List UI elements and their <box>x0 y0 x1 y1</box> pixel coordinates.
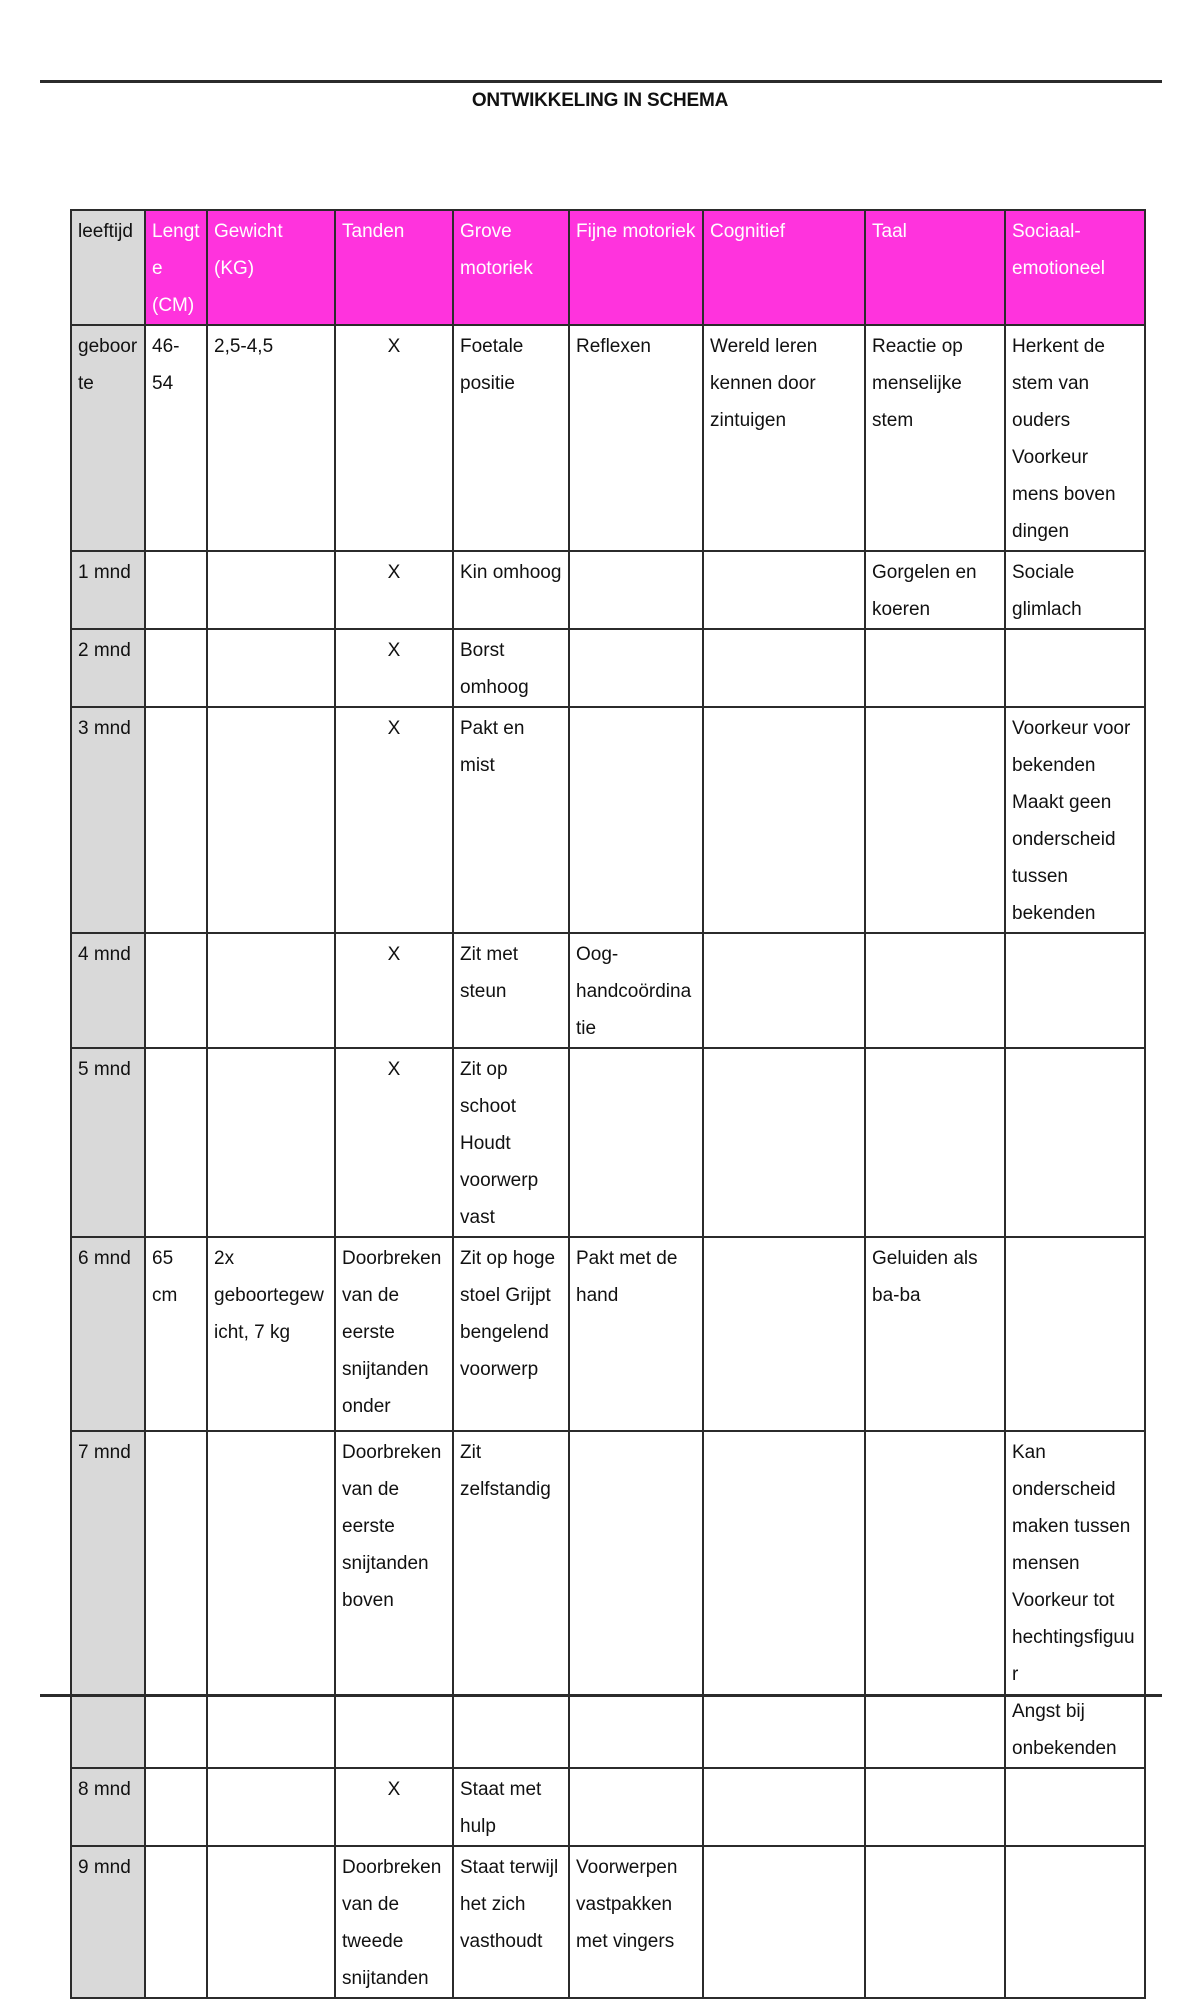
cell-language <box>865 1768 1005 1846</box>
cell-length <box>145 551 207 629</box>
cell-social <box>1005 1768 1145 1846</box>
development-table <box>70 209 1146 1999</box>
cell-fine-motor: Pakt met de hand <box>569 1237 703 1431</box>
header-gross-motor-line-1: Grove <box>460 221 512 242</box>
cell-length: 46-54 <box>145 325 207 551</box>
cell-length <box>145 933 207 1048</box>
social-line: Voorkeur tot hechtingsfiguur <box>1012 1590 1135 1685</box>
cell-gross-motor: Zit met steun <box>453 933 569 1048</box>
cell-social <box>1005 1846 1145 1998</box>
table-row <box>71 933 1145 1048</box>
cell-social <box>1005 629 1145 707</box>
table-row <box>71 1768 1145 1846</box>
header-age: leeftijd <box>71 210 145 325</box>
cell-cognitive: Wereld leren kennen door zintuigen <box>703 325 865 551</box>
cell-teeth: X <box>335 707 453 933</box>
cell-age: 9 mnd <box>71 1846 145 1998</box>
cell-cognitive <box>703 551 865 629</box>
social-line: Maakt geen onderscheid tussen bekenden <box>1012 792 1116 924</box>
cell-age: 2 mnd <box>71 629 145 707</box>
cell-gross-motor: Staat met hulp <box>453 1768 569 1846</box>
cell-gross-motor: Pakt en mist <box>453 707 569 933</box>
cell-gross-motor: Staat terwijl het zich vasthoudt <box>453 1846 569 1998</box>
cell-cognitive <box>703 707 865 933</box>
cell-age: 7 mnd <box>71 1431 145 1768</box>
table-row <box>71 707 1145 933</box>
cell-length <box>145 1846 207 1998</box>
cell-teeth: X <box>335 325 453 551</box>
social-line: Herkent de stem van ouders <box>1012 336 1105 431</box>
cell-cognitive <box>703 933 865 1048</box>
cell-weight <box>207 629 335 707</box>
social-line: Kan onderscheid maken tussen mensen <box>1012 1442 1131 1574</box>
cell-cognitive <box>703 1431 865 1768</box>
cell-language <box>865 1048 1005 1237</box>
cell-weight: 2x geboortegewicht, 7 kg <box>207 1237 335 1431</box>
social-line: Voorkeur mens boven dingen <box>1012 447 1116 542</box>
cell-language: Geluiden als ba-ba <box>865 1237 1005 1431</box>
cell-weight <box>207 1768 335 1846</box>
bottom-rule <box>40 1694 1162 1697</box>
table-row <box>71 1237 1145 1431</box>
header-length-line: Lengte <box>152 221 200 279</box>
cell-language <box>865 933 1005 1048</box>
cell-social <box>1005 707 1145 933</box>
table-row <box>71 1048 1145 1237</box>
cell-language <box>865 1846 1005 1998</box>
cell-gross-motor: Zit op hoge stoel Grijpt bengelend voorwerp <box>453 1237 569 1431</box>
cell-length <box>145 1048 207 1237</box>
header-weight-unit: (KG) <box>214 258 255 279</box>
cell-length <box>145 629 207 707</box>
table-row <box>71 551 1145 629</box>
cell-weight <box>207 933 335 1048</box>
cell-teeth: Doorbreken van de eerste snijtanden onder <box>335 1237 453 1431</box>
cell-weight <box>207 1431 335 1768</box>
cell-language: Gorgelen en koeren <box>865 551 1005 629</box>
header-teeth: Tanden <box>335 210 453 325</box>
cell-age: 4 mnd <box>71 933 145 1048</box>
social-line: Angst bij onbekenden <box>1012 1701 1117 1759</box>
cell-length <box>145 1431 207 1768</box>
page-title: ONTWIKKELING IN SCHEMA <box>471 90 729 111</box>
cell-weight <box>207 551 335 629</box>
cell-teeth: X <box>335 629 453 707</box>
table-row <box>71 1846 1145 1998</box>
cell-language <box>865 629 1005 707</box>
cell-age: 6 mnd <box>71 1237 145 1431</box>
cell-gross-motor: Zit op schoot Houdt voorwerp vast <box>453 1048 569 1237</box>
cell-gross-motor: Foetale positie <box>453 325 569 551</box>
cell-teeth: X <box>335 551 453 629</box>
table-row <box>71 325 1145 551</box>
cell-cognitive <box>703 1768 865 1846</box>
cell-social <box>1005 325 1145 551</box>
cell-social <box>1005 1431 1145 1768</box>
social-line: Sociale glimlach <box>1012 562 1082 620</box>
social-line: Voorkeur voor bekenden <box>1012 718 1131 776</box>
cell-fine-motor <box>569 551 703 629</box>
cell-length: 65 cm <box>145 1237 207 1431</box>
cell-age: geboorte <box>71 325 145 551</box>
cell-age: 5 mnd <box>71 1048 145 1237</box>
cell-fine-motor <box>569 1431 703 1768</box>
cell-fine-motor <box>569 1048 703 1237</box>
cell-language <box>865 1431 1005 1768</box>
cell-weight <box>207 1846 335 1998</box>
header-social-line-2: emotioneel <box>1012 258 1105 279</box>
cell-gross-motor: Kin omhoog <box>453 551 569 629</box>
header-length-unit: (CM) <box>152 295 195 316</box>
header-language: Taal <box>865 210 1005 325</box>
cell-language: Reactie op menselijke stem <box>865 325 1005 551</box>
cell-age: 1 mnd <box>71 551 145 629</box>
cell-gross-motor: Borst omhoog <box>453 629 569 707</box>
cell-social <box>1005 1237 1145 1431</box>
cell-social <box>1005 933 1145 1048</box>
cell-teeth: Doorbreken van de tweede snijtanden <box>335 1846 453 1998</box>
cell-teeth: X <box>335 933 453 1048</box>
cell-teeth: X <box>335 1048 453 1237</box>
cell-weight: 2,5-4,5 <box>207 325 335 551</box>
header-row <box>71 210 1145 325</box>
cell-fine-motor <box>569 629 703 707</box>
header-gross-motor-line-2: motoriek <box>460 258 533 279</box>
header-cognitive: Cognitief <box>703 210 865 325</box>
cell-weight <box>207 707 335 933</box>
cell-cognitive <box>703 629 865 707</box>
cell-age: 8 mnd <box>71 1768 145 1846</box>
cell-social <box>1005 1048 1145 1237</box>
table-row <box>71 629 1145 707</box>
cell-fine-motor: Oog-handcoördinatie <box>569 933 703 1048</box>
cell-cognitive <box>703 1048 865 1237</box>
header-weight <box>207 210 335 325</box>
header-weight-line: Gewicht <box>214 221 283 242</box>
cell-teeth: Doorbreken van de eerste snijtanden boven <box>335 1431 453 1768</box>
header-gross-motor <box>453 210 569 325</box>
cell-language <box>865 707 1005 933</box>
cell-length <box>145 1768 207 1846</box>
cell-fine-motor <box>569 707 703 933</box>
cell-cognitive <box>703 1846 865 1998</box>
header-social-line-1: Sociaal- <box>1012 221 1081 242</box>
header-fine-motor: Fijne motoriek <box>569 210 703 325</box>
cell-teeth: X <box>335 1768 453 1846</box>
cell-age: 3 mnd <box>71 707 145 933</box>
cell-fine-motor: Voorwerpen vastpakken met vingers <box>569 1846 703 1998</box>
header-social <box>1005 210 1145 325</box>
header-length <box>145 210 207 325</box>
cell-social <box>1005 551 1145 629</box>
cell-fine-motor <box>569 1768 703 1846</box>
top-rule <box>40 80 1162 83</box>
cell-weight <box>207 1048 335 1237</box>
cell-fine-motor: Reflexen <box>569 325 703 551</box>
cell-length <box>145 707 207 933</box>
cell-cognitive <box>703 1237 865 1431</box>
cell-gross-motor: Zit zelfstandig <box>453 1431 569 1768</box>
table-row <box>71 1431 1145 1768</box>
